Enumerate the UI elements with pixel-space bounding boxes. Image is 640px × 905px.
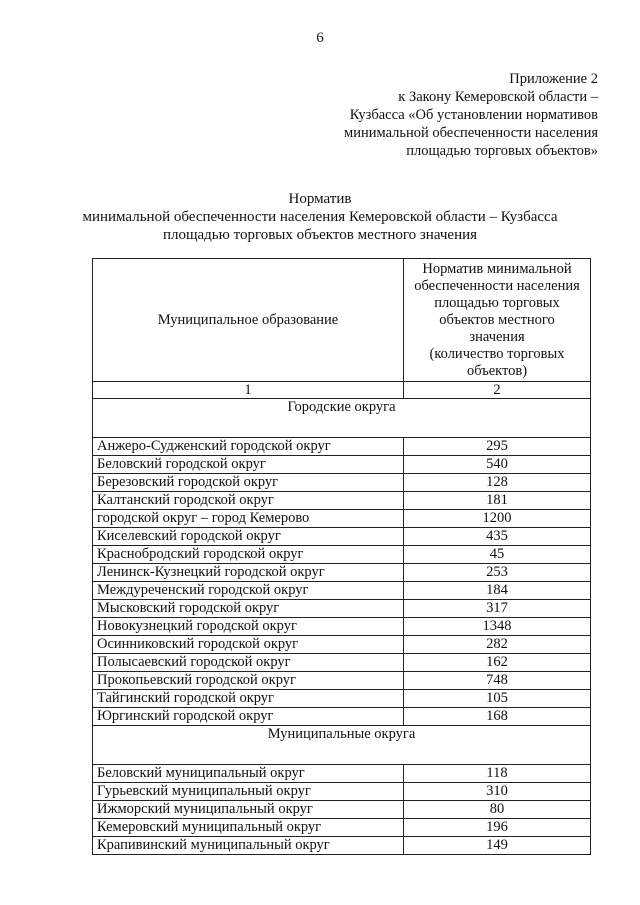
norm-value: 184 <box>404 582 591 600</box>
norm-value: 435 <box>404 528 591 546</box>
municipality-name: Березовский городской округ <box>93 474 404 492</box>
table-row <box>93 672 591 690</box>
title-line: Норматив <box>288 191 352 207</box>
municipality-name: Прокопьевский городской округ <box>93 672 404 690</box>
table-row <box>93 636 591 654</box>
norm-value: 1200 <box>404 510 591 528</box>
column-number: 2 <box>404 382 591 399</box>
section-row <box>93 726 591 765</box>
header-norm-line: значения <box>469 328 525 345</box>
table-row <box>93 837 591 855</box>
table-row <box>93 510 591 528</box>
document-title <box>0 190 640 244</box>
norm-value: 80 <box>404 801 591 819</box>
norm-value: 282 <box>404 636 591 654</box>
section-row <box>93 399 591 438</box>
municipality-name: Юргинский городской округ <box>93 708 404 726</box>
norm-value: 295 <box>404 438 591 456</box>
municipality-name: Калтанский городской округ <box>93 492 404 510</box>
table-row <box>93 690 591 708</box>
header-norm <box>404 259 591 382</box>
norm-value: 317 <box>404 600 591 618</box>
section-urban-title: Городские округа <box>93 399 591 438</box>
municipality-name: городской округ – город Кемерово <box>93 510 404 528</box>
table-row <box>93 528 591 546</box>
header-norm-line: (количество торговых <box>429 345 565 362</box>
column-number: 1 <box>93 382 404 399</box>
norm-value: 196 <box>404 819 591 837</box>
appendix-line: площадью торговых объектов» <box>406 143 598 159</box>
table-row <box>93 492 591 510</box>
municipality-name: Анжеро-Судженский городской округ <box>93 438 404 456</box>
appendix-header <box>344 70 598 160</box>
table-row <box>93 819 591 837</box>
municipality-name: Беловский муниципальный округ <box>93 765 404 783</box>
table-row <box>93 546 591 564</box>
page-number: 6 <box>316 30 324 46</box>
column-number-row <box>93 382 591 399</box>
section-municipal-title: Муниципальные округа <box>93 726 591 765</box>
table-row <box>93 600 591 618</box>
norm-value: 181 <box>404 492 591 510</box>
norm-value: 149 <box>404 837 591 855</box>
table-row <box>93 765 591 783</box>
title-line: площадью торговых объектов местного значения <box>162 227 478 243</box>
municipality-name: Осинниковский городской округ <box>93 636 404 654</box>
norm-value: 253 <box>404 564 591 582</box>
norm-value: 1348 <box>404 618 591 636</box>
table-row <box>93 801 591 819</box>
table-row <box>93 438 591 456</box>
municipality-name: Междуреченский городской округ <box>93 582 404 600</box>
header-norm-line: площадью торговых <box>434 294 560 311</box>
norm-value: 540 <box>404 456 591 474</box>
table-row <box>93 708 591 726</box>
appendix-line: Приложение 2 <box>509 71 598 87</box>
norm-table <box>92 258 591 855</box>
norm-value: 748 <box>404 672 591 690</box>
municipality-name: Гурьевский муниципальный округ <box>93 783 404 801</box>
municipality-name: Крапивинский муниципальный округ <box>93 837 404 855</box>
norm-value: 118 <box>404 765 591 783</box>
norm-value: 162 <box>404 654 591 672</box>
municipality-name: Киселевский городской округ <box>93 528 404 546</box>
municipality-name: Новокузнецкий городской округ <box>93 618 404 636</box>
header-norm-line: Норматив минимальной <box>422 260 572 277</box>
header-norm-line: объектов местного <box>439 311 555 328</box>
header-norm-line: обеспеченности населения <box>414 277 580 294</box>
table-row <box>93 456 591 474</box>
table-header-row <box>93 259 591 382</box>
municipality-name: Тайгинский городской округ <box>93 690 404 708</box>
municipality-name: Краснобродский городской округ <box>93 546 404 564</box>
header-municipality: Муниципальное образование <box>93 259 404 382</box>
municipality-name: Мысковский городской округ <box>93 600 404 618</box>
appendix-line: Кузбасса «Об установлении нормативов <box>349 107 598 123</box>
municipality-name: Полысаевский городской округ <box>93 654 404 672</box>
table-row <box>93 564 591 582</box>
title-line: минимальной обеспеченности населения Кемеровской области – Кузбасса <box>82 209 558 225</box>
appendix-line: к Закону Кемеровской области – <box>398 89 598 105</box>
norm-value: 105 <box>404 690 591 708</box>
norm-value: 168 <box>404 708 591 726</box>
header-norm-line: объектов) <box>466 362 528 379</box>
table-row <box>93 618 591 636</box>
norm-value: 310 <box>404 783 591 801</box>
table-row <box>93 582 591 600</box>
municipality-name: Ижморский муниципальный округ <box>93 801 404 819</box>
table-row <box>93 654 591 672</box>
norm-value: 128 <box>404 474 591 492</box>
table-row <box>93 783 591 801</box>
table-row <box>93 474 591 492</box>
municipality-name: Беловский городской округ <box>93 456 404 474</box>
municipality-name: Кемеровский муниципальный округ <box>93 819 404 837</box>
appendix-line: минимальной обеспеченности населения <box>344 125 598 141</box>
norm-value: 45 <box>404 546 591 564</box>
municipality-name: Ленинск-Кузнецкий городской округ <box>93 564 404 582</box>
